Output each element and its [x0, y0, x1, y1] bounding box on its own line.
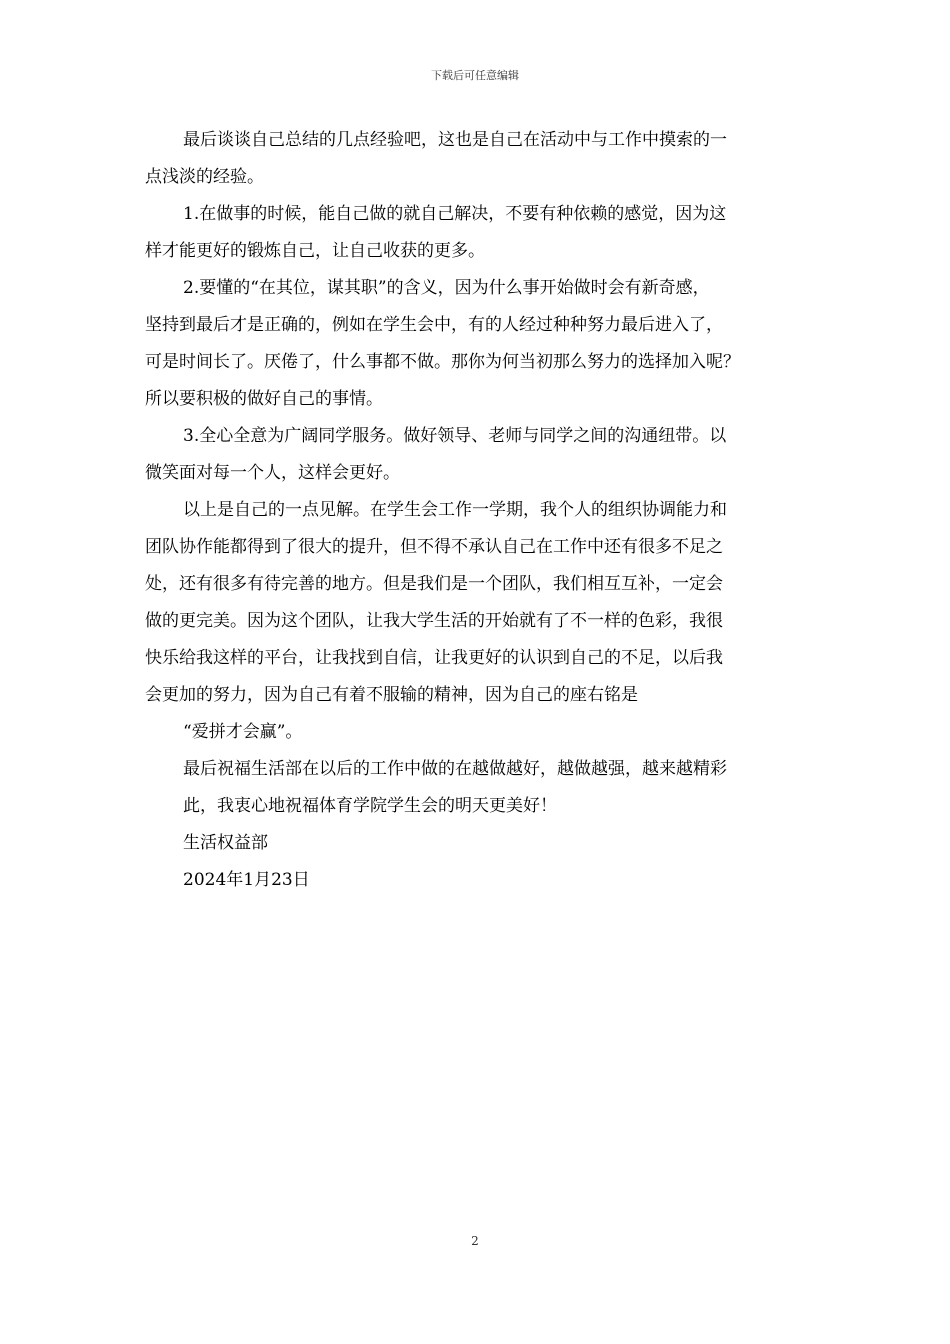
paragraph-line: 样才能更好的锻炼自己，让自己收获的更多。 — [145, 241, 485, 261]
paragraph-line: 做的更完美。因为这个团队，让我大学生活的开始就有了不一样的色彩，我很 — [145, 611, 723, 631]
signature-date: 2024年1月23日 — [183, 870, 310, 890]
paragraph-line: 所以要积极的做好自己的事情。 — [145, 389, 383, 409]
page-number: 2 — [471, 1234, 479, 1248]
document-body — [145, 122, 825, 899]
signature-department: 生活权益部 — [183, 833, 268, 853]
closing-line: 最后祝福生活部在以后的工作中做的在越做越好，越做越强，越来越精彩 — [183, 759, 727, 779]
paragraph-line: 快乐给我这样的平台，让我找到自信，让我更好的认识到自己的不足，以后我 — [145, 648, 723, 668]
paragraph-line: 处，还有很多有待完善的地方。但是我们是一个团队，我们相互互补，一定会 — [145, 574, 723, 594]
paragraph-line: 3.全心全意为广阔同学服务。做好领导、老师与同学之间的沟通纽带。以 — [183, 426, 727, 446]
motto-line: “爱拼才会赢”。 — [183, 722, 303, 742]
paragraph-line: 会更加的努力，因为自己有着不服输的精神，因为自己的座右铭是 — [145, 685, 638, 705]
paragraph-line: 点浅淡的经验。 — [145, 167, 264, 187]
page-header: 下载后可任意编辑 — [431, 69, 519, 82]
paragraph-line: 最后谈谈自己总结的几点经验吧，这也是自己在活动中与工作中摸索的一 — [183, 130, 727, 150]
paragraph-line: 以上是自己的一点见解。在学生会工作一学期，我个人的组织协调能力和 — [183, 500, 727, 520]
closing-line: 此，我衷心地祝福体育学院学生会的明天更美好！ — [183, 796, 557, 816]
paragraph-line: 1.在做事的时候，能自己做的就自己解决，不要有种依赖的感觉，因为这 — [183, 204, 727, 224]
paragraph-line: 微笑面对每一个人，这样会更好。 — [145, 463, 400, 483]
paragraph-line: 2.要懂的“在其位，谋其职”的含义，因为什么事开始做时会有新奇感， — [183, 278, 710, 298]
paragraph-line: 可是时间长了。厌倦了，什么事都不做。那你为何当初那么努力的选择加入呢？ — [145, 352, 740, 372]
paragraph-line: 团队协作能都得到了很大的提升，但不得不承认自己在工作中还有很多不足之 — [145, 537, 723, 557]
paragraph-line: 坚持到最后才是正确的，例如在学生会中，有的人经过种种努力最后进入了， — [145, 315, 723, 335]
